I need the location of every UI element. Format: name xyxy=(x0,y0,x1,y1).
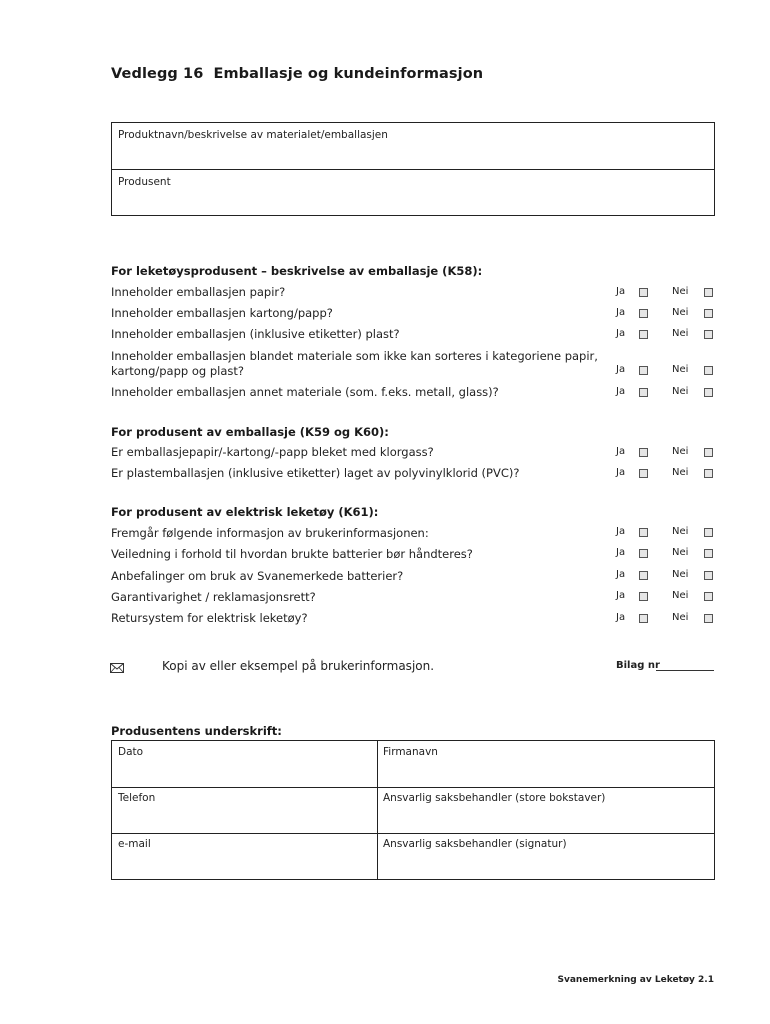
product-name-field[interactable] xyxy=(112,123,714,169)
question-text: Veiledning i forhold til hvordan brukte batterier bør håndteres? xyxy=(111,547,473,561)
no-label: Nei xyxy=(672,328,689,339)
responsible-signature-field[interactable] xyxy=(377,833,714,879)
no-checkbox[interactable] xyxy=(704,549,713,558)
yes-label: Ja xyxy=(616,328,626,339)
title-text: Emballasje og kundeinformasjon xyxy=(213,66,484,82)
no-checkbox[interactable] xyxy=(704,330,713,339)
question-text: Er emballasjepapir/-kartong/-papp bleket med klorgass? xyxy=(111,445,434,459)
yes-checkbox[interactable] xyxy=(639,388,648,397)
no-label: Nei xyxy=(672,467,689,478)
bilag-label: Bilag nr xyxy=(616,660,660,671)
no-label: Nei xyxy=(672,569,689,580)
page-title xyxy=(111,66,483,82)
section-heading-k61: For produsent av elektrisk leketøy (K61): xyxy=(111,505,379,519)
email-field[interactable] xyxy=(112,833,377,879)
no-label: Nei xyxy=(672,307,689,318)
no-checkbox[interactable] xyxy=(704,388,713,397)
no-label: Nei xyxy=(672,547,689,558)
yes-checkbox[interactable] xyxy=(639,571,648,580)
yes-label: Ja xyxy=(616,386,626,397)
no-label: Nei xyxy=(672,364,689,375)
yes-label: Ja xyxy=(616,286,626,297)
no-checkbox[interactable] xyxy=(704,288,713,297)
question-text: Retursystem for elektrisk leketøy? xyxy=(111,611,308,625)
no-label: Nei xyxy=(672,446,689,457)
question-text: Inneholder emballasjen papir? xyxy=(111,285,286,299)
question-text: Inneholder emballasjen (inklusive etiketter) plast? xyxy=(111,327,400,341)
yes-label: Ja xyxy=(616,569,626,580)
product-name-label: Produktnavn/beskrivelse av materialet/emballasjen xyxy=(118,129,388,141)
question-text: Er plastemballasjen (inklusive etiketter) laget av polyvinylklorid (PVC)? xyxy=(111,466,520,480)
question-text: Anbefalinger om bruk av Svanemerkede batterier? xyxy=(111,569,404,583)
email-label: e-mail xyxy=(118,838,151,850)
attachment-text: Kopi av eller eksempel på brukerinformasjon. xyxy=(162,659,435,673)
no-label: Nei xyxy=(672,286,689,297)
yes-checkbox[interactable] xyxy=(639,549,648,558)
yes-checkbox[interactable] xyxy=(639,366,648,375)
question-text: Garantivarighet / reklamasjonsrett? xyxy=(111,590,316,604)
yes-label: Ja xyxy=(616,467,626,478)
phone-label: Telefon xyxy=(118,792,156,804)
no-label: Nei xyxy=(672,386,689,397)
no-checkbox[interactable] xyxy=(704,448,713,457)
question-text: Fremgår følgende informasjon av brukerinformasjonen: xyxy=(111,526,429,540)
manufacturer-label: Produsent xyxy=(118,176,171,188)
no-label: Nei xyxy=(672,526,689,537)
yes-checkbox[interactable] xyxy=(639,448,648,457)
yes-label: Ja xyxy=(616,364,626,375)
yes-label: Ja xyxy=(616,446,626,457)
no-label: Nei xyxy=(672,590,689,601)
no-checkbox[interactable] xyxy=(704,366,713,375)
product-info-box xyxy=(111,122,715,216)
page-footer: Svanemerkning av Leketøy 2.1 xyxy=(557,975,714,985)
question-text: kartong/papp og plast? xyxy=(111,364,244,378)
no-checkbox[interactable] xyxy=(704,592,713,601)
envelope-icon xyxy=(110,662,124,674)
no-checkbox[interactable] xyxy=(704,528,713,537)
manufacturer-field[interactable] xyxy=(112,169,714,216)
yes-checkbox[interactable] xyxy=(639,528,648,537)
question-text: Inneholder emballasjen kartong/papp? xyxy=(111,306,333,320)
signature-heading: Produsentens underskrift: xyxy=(111,724,282,738)
yes-checkbox[interactable] xyxy=(639,330,648,339)
yes-checkbox[interactable] xyxy=(639,288,648,297)
no-checkbox[interactable] xyxy=(704,614,713,623)
no-label: Nei xyxy=(672,612,689,623)
company-name-label: Firmanavn xyxy=(383,746,438,758)
phone-field[interactable] xyxy=(112,787,377,833)
yes-checkbox[interactable] xyxy=(639,309,648,318)
question-text: Inneholder emballasjen blandet materiale som ikke kan sorteres i kategoriene papir, xyxy=(111,349,598,363)
yes-checkbox[interactable] xyxy=(639,469,648,478)
bilag-number-field[interactable] xyxy=(656,670,714,671)
date-field[interactable] xyxy=(112,741,377,787)
no-checkbox[interactable] xyxy=(704,571,713,580)
yes-label: Ja xyxy=(616,307,626,318)
responsible-name-label: Ansvarlig saksbehandler (store bokstaver) xyxy=(383,792,606,804)
responsible-signature-label: Ansvarlig saksbehandler (signatur) xyxy=(383,838,567,850)
yes-checkbox[interactable] xyxy=(639,614,648,623)
company-name-field[interactable] xyxy=(377,741,714,787)
section-heading-k59-k60: For produsent av emballasje (K59 og K60): xyxy=(111,425,389,439)
yes-label: Ja xyxy=(616,526,626,537)
date-label: Dato xyxy=(118,746,144,758)
responsible-name-field[interactable] xyxy=(377,787,714,833)
question-text: Inneholder emballasjen annet materiale (som. f.eks. metall, glass)? xyxy=(111,385,499,399)
yes-checkbox[interactable] xyxy=(639,592,648,601)
no-checkbox[interactable] xyxy=(704,469,713,478)
no-checkbox[interactable] xyxy=(704,309,713,318)
yes-label: Ja xyxy=(616,612,626,623)
signature-table xyxy=(111,740,715,880)
section-heading-k58: For leketøysprodusent – beskrivelse av emballasje (K58): xyxy=(111,264,483,278)
title-prefix: Vedlegg 16 xyxy=(111,66,204,82)
yes-label: Ja xyxy=(616,547,626,558)
yes-label: Ja xyxy=(616,590,626,601)
